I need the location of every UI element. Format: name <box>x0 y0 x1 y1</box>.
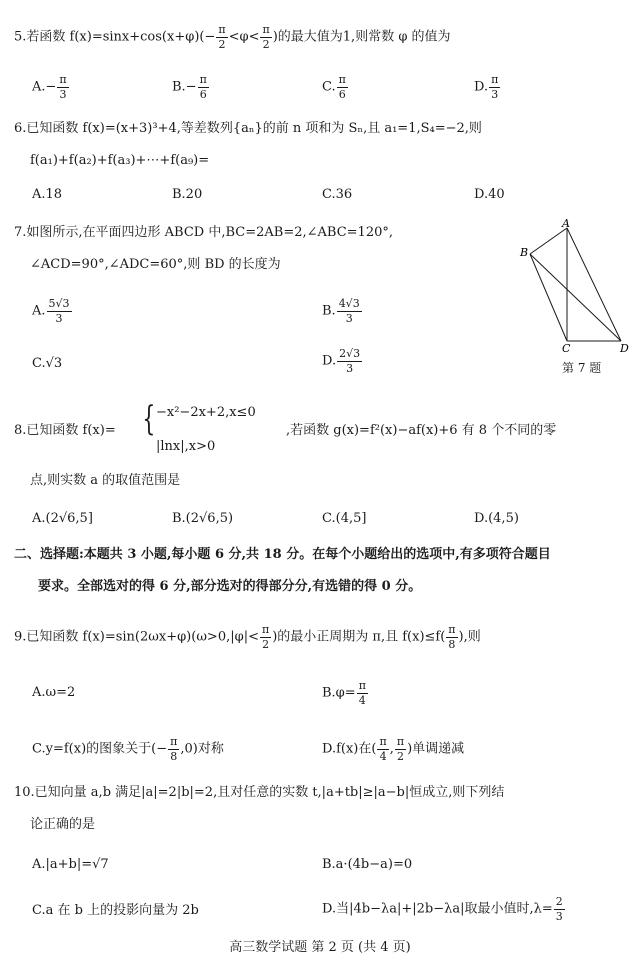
q8-stem-rest: ,若函数 g(x)=f²(x)−af(x)+6 有 8 个不同的零 <box>286 423 557 438</box>
q8-option-b: B.(2√6,5) <box>172 511 234 526</box>
q5-option-b: B.− $\frac{\pi}{6}$ <box>172 73 207 101</box>
q6-option-d: D.40 <box>474 187 505 202</box>
q8-case-2: |lnx|,x>0 <box>156 439 216 454</box>
q8-stem-lead: 8.已知函数 f(x)= <box>14 423 116 438</box>
edge-bd <box>530 254 621 341</box>
q6-option-c: C.36 <box>322 187 353 202</box>
q9-stem: 9.已知函数 f(x)=sin(2ωx+φ)(ω>0,|φ|< $\frac{\pi}{2}$ )的最小正周期为 π,且 f(x)≤f( $\frac{\pi}{8}$ ),则 <box>14 623 481 651</box>
q8-case-1: −x²−2x+2,x≤0 <box>156 405 256 420</box>
q9-option-a: A.ω=2 <box>32 685 76 700</box>
q9-option-b: B.φ= $\frac{\pi}{4}$ <box>322 679 366 707</box>
q7-option-b-frac: $\frac{4√3}{3}$ <box>338 297 360 325</box>
q8-stem-line2: 点,则实数 a 的取值范围是 <box>30 473 181 488</box>
label-a: A <box>562 218 570 230</box>
q9-frac-pi8: $\frac{\pi}{8}$ <box>448 623 456 651</box>
q7-option-b: B. $\frac{4√3}{3}$ <box>322 297 360 325</box>
edge-bc <box>530 254 567 341</box>
q6-stem-line1: 6.已知函数 f(x)=(x+3)³+4,等差数列{aₙ}的前 n 项和为 Sₙ,且 a₁=1,S₄=−2,则 <box>14 121 482 136</box>
q6-option-a: A.18 <box>32 187 63 202</box>
q9-option-d-frac1: $\frac{\pi}{4}$ <box>379 735 387 763</box>
q10-option-d-frac: $\frac{2}{3}$ <box>555 895 563 923</box>
q10-stem-line2: 论正确的是 <box>30 817 96 832</box>
q6-stem-line2: f(a₁)+f(a₂)+f(a₃)+⋯+f(a₉)= <box>30 153 210 168</box>
q7-option-d: D. $\frac{2√3}{3}$ <box>322 347 361 375</box>
q7-option-a-frac: $\frac{5√3}{3}$ <box>48 297 70 325</box>
q7-option-a: A. $\frac{5√3}{3}$ <box>32 297 70 325</box>
edge-ad <box>567 228 621 341</box>
q5-option-c: C. $\frac{\pi}{6}$ <box>322 73 346 101</box>
q9-option-c-frac: $\frac{\pi}{8}$ <box>170 735 178 763</box>
q7-stem-line2: ∠ACD=90°,∠ADC=60°,则 BD 的长度为 <box>30 257 281 272</box>
q10-option-b: B.a·(4b−a)=0 <box>322 857 413 872</box>
q6-option-b: B.20 <box>172 187 203 202</box>
q9-option-b-frac: $\frac{\pi}{4}$ <box>358 679 366 707</box>
q8-option-c: C.(4,5] <box>322 511 367 526</box>
label-c: C <box>562 342 571 354</box>
edge-ba <box>530 228 567 254</box>
q5-stem: 5.若函数 f(x)=sinx+cos(x+φ)(− $\frac{\pi}{2}$ <φ< $\frac{\pi}{2}$ )的最大值为1,则常数 φ 的值为 <box>14 23 451 51</box>
q9-frac-pi2: $\frac{\pi}{2}$ <box>261 623 270 651</box>
q5-frac-pi2-left: $\frac{\pi}{2}$ <box>218 23 226 51</box>
q9-option-d-frac2: $\frac{\pi}{2}$ <box>396 735 405 763</box>
q7-option-d-frac: $\frac{2√3}{3}$ <box>339 347 361 375</box>
q7-option-c: C.√3 <box>32 356 63 371</box>
q8-piecewise-brace: { <box>142 399 156 439</box>
q7-stem-line1: 7.如图所示,在平面四边形 ABCD 中,BC=2AB=2,∠ABC=120°, <box>14 225 393 240</box>
q10-option-a: A.|a+b|=√7 <box>32 857 109 872</box>
section2-instructions-line2: 要求。全部选对的得 6 分,部分选对的得部分分,有选错的得 0 分。 <box>38 579 422 594</box>
q9-option-c: C.y=f(x)的图象关于(− $\frac{\pi}{8}$ ,0)对称 <box>32 735 224 763</box>
q5-option-d-frac: $\frac{\pi}{3}$ <box>491 73 499 101</box>
q8-option-a: A.(2√6,5] <box>32 511 93 526</box>
q7-figure <box>516 218 634 354</box>
label-b: B <box>520 246 529 259</box>
section2-instructions-line1: 二、选择题:本题共 3 小题,每小题 6 分,共 18 分。在每个小题给出的选项中,有多项符合题目 <box>14 547 551 562</box>
label-d: D <box>620 342 629 354</box>
q9-option-d: D.f(x)在( $\frac{\pi}{4}$ , $\frac{\pi}{2}$ )单调递减 <box>322 735 465 763</box>
page-footer: 高三数学试题 第 2 页 (共 4 页) <box>229 940 411 955</box>
q5-option-a: A.− $\frac{\pi}{3}$ <box>32 73 67 101</box>
q5-option-b-frac: $\frac{\pi}{6}$ <box>199 73 207 101</box>
q10-option-c: C.a 在 b 上的投影向量为 2b <box>32 903 199 918</box>
q10-stem-line1: 10.已知向量 a,b 满足|a|=2|b|=2,且对任意的实数 t,|a+tb|≥|a−b|恒成立,则下列结 <box>14 785 505 800</box>
q5-option-a-frac: $\frac{\pi}{3}$ <box>59 73 67 101</box>
q10-option-d: D.当|4b−λa|+|2b−λa|取最小值时,λ= $\frac{2}{3}$ <box>322 895 563 923</box>
q5-option-d: D. $\frac{\pi}{3}$ <box>474 73 499 101</box>
q7-figure-caption: 第 7 题 <box>562 361 602 375</box>
q5-frac-pi2-right: $\frac{\pi}{2}$ <box>262 23 270 51</box>
q8-option-d: D.(4,5) <box>474 511 519 526</box>
q5-option-c-frac: $\frac{\pi}{6}$ <box>338 73 346 101</box>
